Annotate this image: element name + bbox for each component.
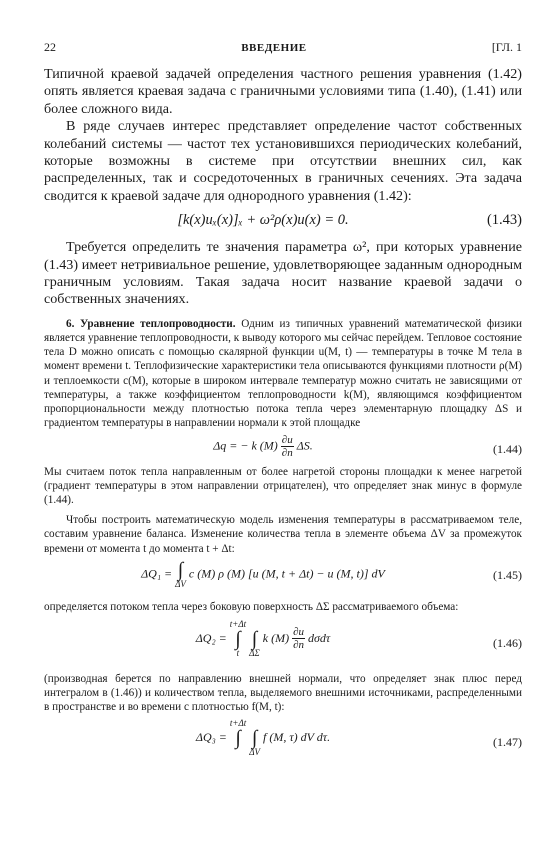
chapter-reference: [ГЛ. 1 — [491, 40, 522, 54]
section-6 — [44, 317, 522, 431]
integral-sign-surface: ∫ ΔΣ — [249, 627, 260, 658]
equation-lhs: ΔQ₂ = — [195, 630, 227, 645]
paragraph-3: Требуется определить те значения параметра ω², при которых уравнение (1.43) имеет нетривиальное решение, удовлетворяющее заданным однородным граничным условиям. Такая задача носит название краевой задачи о собственных значениях. — [44, 239, 522, 308]
equation-1-45 — [44, 556, 522, 600]
equation-lhs: ΔQ₁ = — [141, 565, 173, 580]
paragraph-1: Типичной краевой задачей определения частного решения уравнения (1.42) опять является краевая задача с граничными условиями типа (1.40), (1.41) или более сложного вида. — [44, 66, 522, 117]
equation-body-a: k (M) — [262, 630, 290, 645]
fraction: $\frac{\partial u}{\partial n}$ — [281, 433, 293, 459]
paragraph-8: (производная берется по направлению внешней нормали, что определяет знак плюс перед интегралом в (1.46)) и количеством тепла, выделяемого внешними источниками, распределенными в пространстве и во времени с плотностью f(M, t): — [44, 672, 522, 714]
equation-body: f (M, τ) dV dτ. — [263, 729, 331, 744]
integral-sign-time: t+Δt ∫ — [229, 717, 247, 749]
equation-number: (1.44) — [493, 441, 522, 456]
equation-number: (1.45) — [493, 567, 522, 582]
integral-sign-volume: ∫ ΔV — [249, 726, 261, 757]
equation-body: c (M) ρ (M) [u (M, t + Δt) − u (M, t)] dV — [188, 565, 385, 580]
equation-number: (1.46) — [493, 635, 522, 650]
paragraph-6: Чтобы построить математическую модель изменения температуры в рассматриваемом теле, составим уравнение баланса. Изменение количества тепла в элементе объема ΔV за промежуток времени от момента t до момента t + Δt: — [44, 514, 522, 555]
equation-1-46 — [44, 614, 522, 672]
equation-expression: [k(x)uₓ(x)]ₓ + ω²ρ(x)u(x) = 0. — [177, 212, 349, 229]
integral-sign: ∫ ΔV — [175, 558, 186, 589]
equation-lhs: Δq = − k (M) — [213, 437, 278, 452]
equation-rhs: ΔS. — [296, 437, 313, 452]
integral-sign-time: t+Δt ∫ t — [229, 618, 247, 658]
section-heading: 6. Уравнение теплопроводности. — [66, 317, 236, 330]
equation-body-b: dσdτ — [308, 630, 331, 645]
page-number: 22 — [44, 40, 56, 54]
equation-1-43 — [44, 205, 522, 239]
page-header — [44, 40, 522, 62]
paragraph-2: В ряде случаев интерес представляет определение частот собственных колебаний системы — частот тех установившихся периодических колебаний, которые возможны в системе при отсутствии внешних сил, как распределенных, так и сосредоточенных в граничных сечениях. Эта задача сводится к краевой задаче для однородного уравнения (1.42): — [44, 118, 522, 204]
paragraph-5: Мы считаем поток тепла направленным от более нагретой стороны площадки к менее нагретой (градиент температуры в этом направлении отрицателен), что определяет знак минус в формуле (1.44). — [44, 465, 522, 506]
section-body: Одним из типичных уравнений математической физики является уравнение теплопроводности, к выводу которого мы сейчас перейдем. Тепловое состояние тела D можно описать с помощью скалярной функции u(M, t) — температуры в точке M тела в момент времени t. Теплофизические характеристики тела описываются функциями плотности ρ(M) и теплоемкости c(M), которые в широком интервале температур можно считать не зависящими от температуры, а также коэффициентом теплопроводности k(M), являющимся коэффициентом пропорциональности между плотностью потока тепла через элементарную площадку ΔS и градиентом температуры в направлении нормали к этой площадке — [44, 317, 522, 430]
equation-lhs: ΔQ₃ = — [195, 729, 227, 744]
fraction: $\frac{\partial u}{\partial n}$ — [293, 626, 305, 652]
page — [44, 40, 522, 773]
paragraph-7: определяется потоком тепла через боковую поверхность ΔΣ рассматриваемого объема: — [44, 600, 459, 613]
equation-1-44 — [44, 431, 522, 465]
equation-number: (1.43) — [486, 212, 522, 229]
equation-1-47 — [44, 715, 522, 773]
equation-number: (1.47) — [493, 734, 522, 749]
running-title: ВВЕДЕНИЕ — [241, 42, 307, 54]
